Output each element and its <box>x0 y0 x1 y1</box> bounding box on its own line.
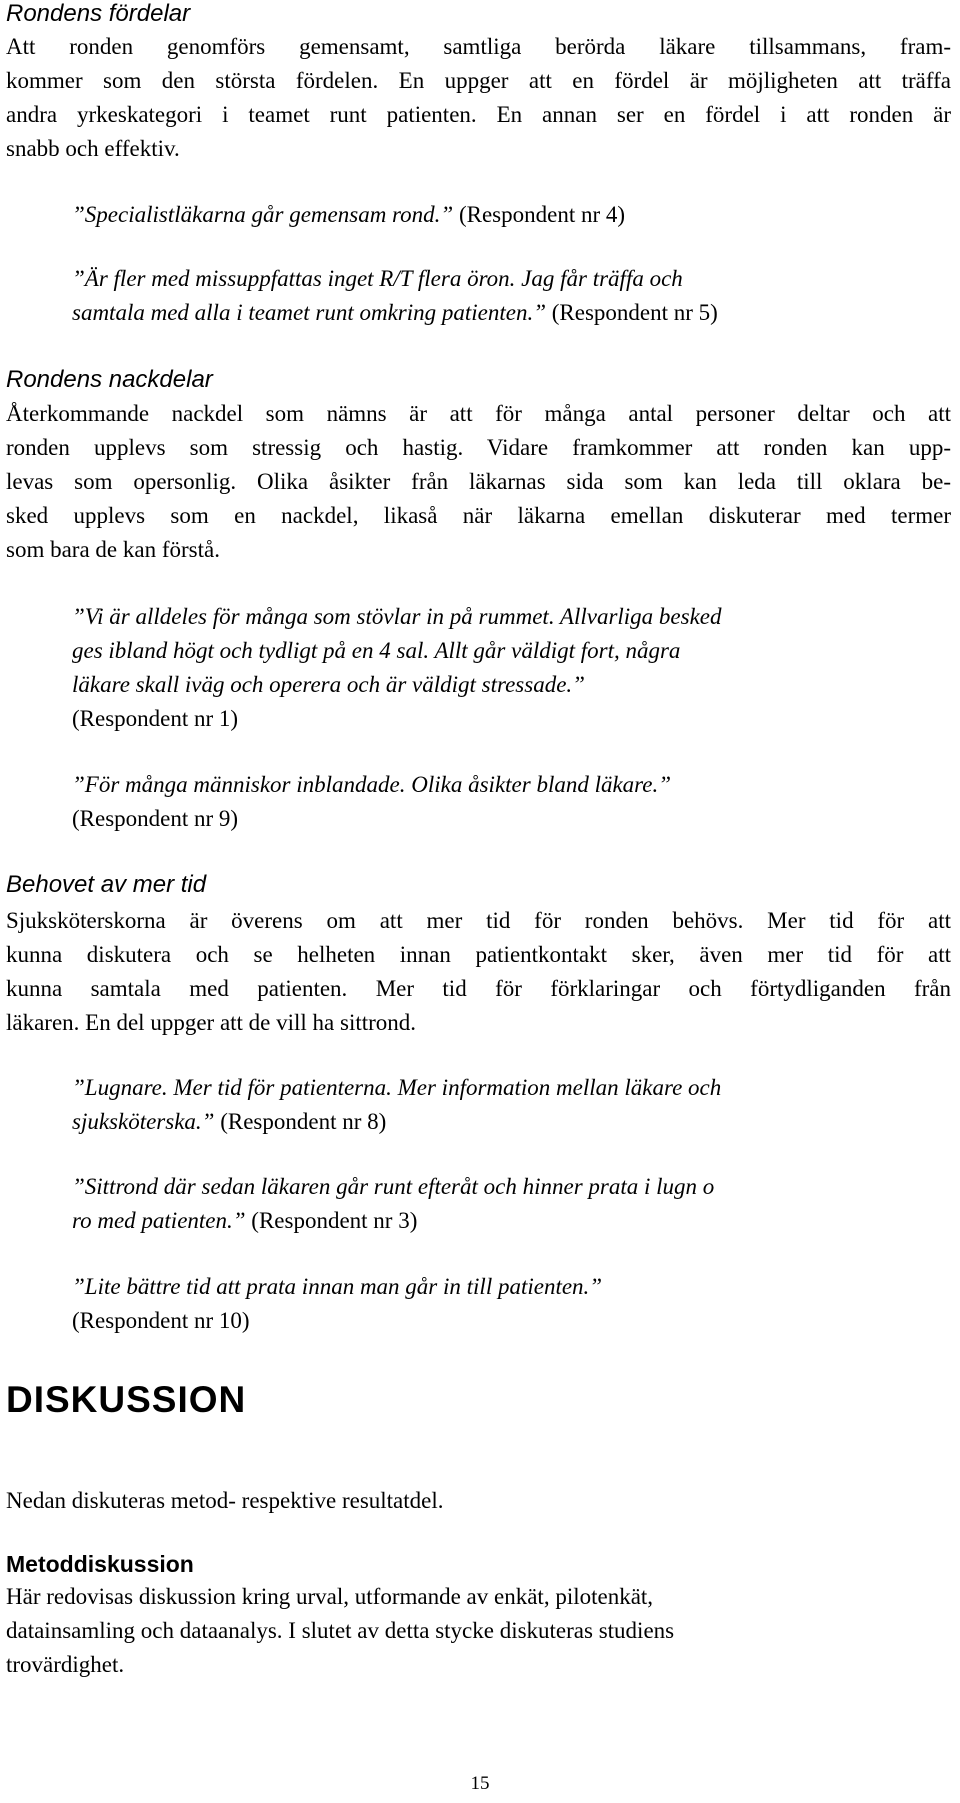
heading-rondens-fordelar: Rondens fördelar <box>6 0 191 27</box>
quote-respondent-5 <box>72 262 897 330</box>
paragraph-line: Återkommande nackdel som nämns är att för många antal personer deltar och att <box>6 401 951 426</box>
paragraph-tid <box>6 904 951 1040</box>
quote-text: ro med patienten.” <box>72 1208 246 1233</box>
paragraph-line: som bara de kan förstå. <box>6 537 220 562</box>
quote-text: ”Lite bättre tid att prata innan man går in till patienten.” <box>72 1274 603 1299</box>
paragraph-line: kunna diskutera och se helheten innan patientkontakt sker, även mer tid för att <box>6 942 951 967</box>
paragraph-line: Nedan diskuteras metod- respektive resultatdel. <box>6 1488 444 1513</box>
paragraph-line: läkaren. En del uppger att de vill ha sittrond. <box>6 1010 417 1035</box>
quote-text: ”Sittrond där sedan läkaren går runt efteråt och hinner prata i lugn o <box>72 1174 715 1199</box>
quote-text: sjuksköterska.” <box>72 1109 215 1134</box>
quote-text: ”Specialistläkarna går gemensam rond.” <box>72 202 454 227</box>
quote-text: ges ibland högt och tydligt på en 4 sal. Allt går väldigt fort, några <box>72 638 681 663</box>
paragraph-line: Sjuksköterskorna är överens om att mer tid för ronden behövs. Mer tid för att <box>6 908 951 933</box>
quote-attribution: (Respondent nr 8) <box>220 1109 387 1134</box>
quote-attribution: (Respondent nr 5) <box>551 300 718 325</box>
paragraph-line: kunna samtala med patienten. Mer tid för förklaringar och förtydliganden från <box>6 976 951 1001</box>
paragraph-line: Att ronden genomförs gemensamt, samtliga berörda läkare tillsammans, fram- <box>6 34 951 59</box>
quote-respondent-9 <box>72 768 897 836</box>
quote-text: läkare skall iväg och operera och är väldigt stressade.” <box>72 672 585 697</box>
paragraph-line: kommer som den största fördelen. En uppger att en fördel är möjligheten att träffa <box>6 68 951 93</box>
heading-rondens-nackdelar: Rondens nackdelar <box>6 366 213 393</box>
quote-attribution: (Respondent nr 9) <box>72 806 239 831</box>
paragraph-line: snabb och effektiv. <box>6 136 180 161</box>
quote-attribution: (Respondent nr 1) <box>72 706 239 731</box>
quote-text: ”Är fler med missuppfattas inget R/T flera öron. Jag får träffa och <box>72 266 683 291</box>
heading-behovet-av-mer-tid: Behovet av mer tid <box>6 871 207 898</box>
paragraph-diskussion-intro <box>6 1484 951 1518</box>
quote-attribution: (Respondent nr 3) <box>251 1208 418 1233</box>
paragraph-line: andra yrkeskategori i teamet runt patienten. En annan ser en fördel i att ronden är <box>6 102 951 127</box>
quote-text: ”För många människor inblandade. Olika åsikter bland läkare.” <box>72 772 672 797</box>
quote-respondent-3 <box>72 1170 897 1238</box>
quote-attribution: (Respondent nr 10) <box>72 1308 250 1333</box>
quote-text: ”Vi är alldeles för många som stövlar in på rummet. Allvarliga besked <box>72 604 722 629</box>
paragraph-line: trovärdighet. <box>6 1652 125 1677</box>
paragraph-line: sked upplevs som en nackdel, likaså när läkarna emellan diskuterar med termer <box>6 503 951 528</box>
quote-attribution: (Respondent nr 4) <box>458 202 626 227</box>
page-number: 15 <box>470 1773 490 1794</box>
paragraph-nackdelar <box>6 397 951 567</box>
quote-text: ”Lugnare. Mer tid för patienterna. Mer information mellan läkare och <box>72 1075 722 1100</box>
heading-metoddiskussion: Metoddiskussion <box>6 1551 194 1577</box>
paragraph-line: levas som opersonlig. Olika åsikter från läkarnas sida som kan leda till oklara be- <box>6 469 951 494</box>
heading-diskussion: DISKUSSION <box>6 1379 247 1420</box>
quote-respondent-1 <box>72 600 897 736</box>
quote-respondent-10 <box>72 1270 897 1338</box>
paragraph-fordelar <box>6 30 951 166</box>
quote-respondent-4 <box>72 198 897 232</box>
paragraph-line: datainsamling och dataanalys. I slutet av detta stycke diskuteras studiens <box>6 1618 675 1643</box>
paragraph-line: ronden upplevs som stressig och hastig. Vidare framkommer att ronden kan upp- <box>6 435 951 460</box>
paragraph-metoddiskussion <box>6 1580 951 1682</box>
quote-respondent-8 <box>72 1071 897 1139</box>
paragraph-line: Här redovisas diskussion kring urval, utformande av enkät, pilotenkät, <box>6 1584 654 1609</box>
quote-text: samtala med alla i teamet runt omkring patienten.” <box>72 300 547 325</box>
